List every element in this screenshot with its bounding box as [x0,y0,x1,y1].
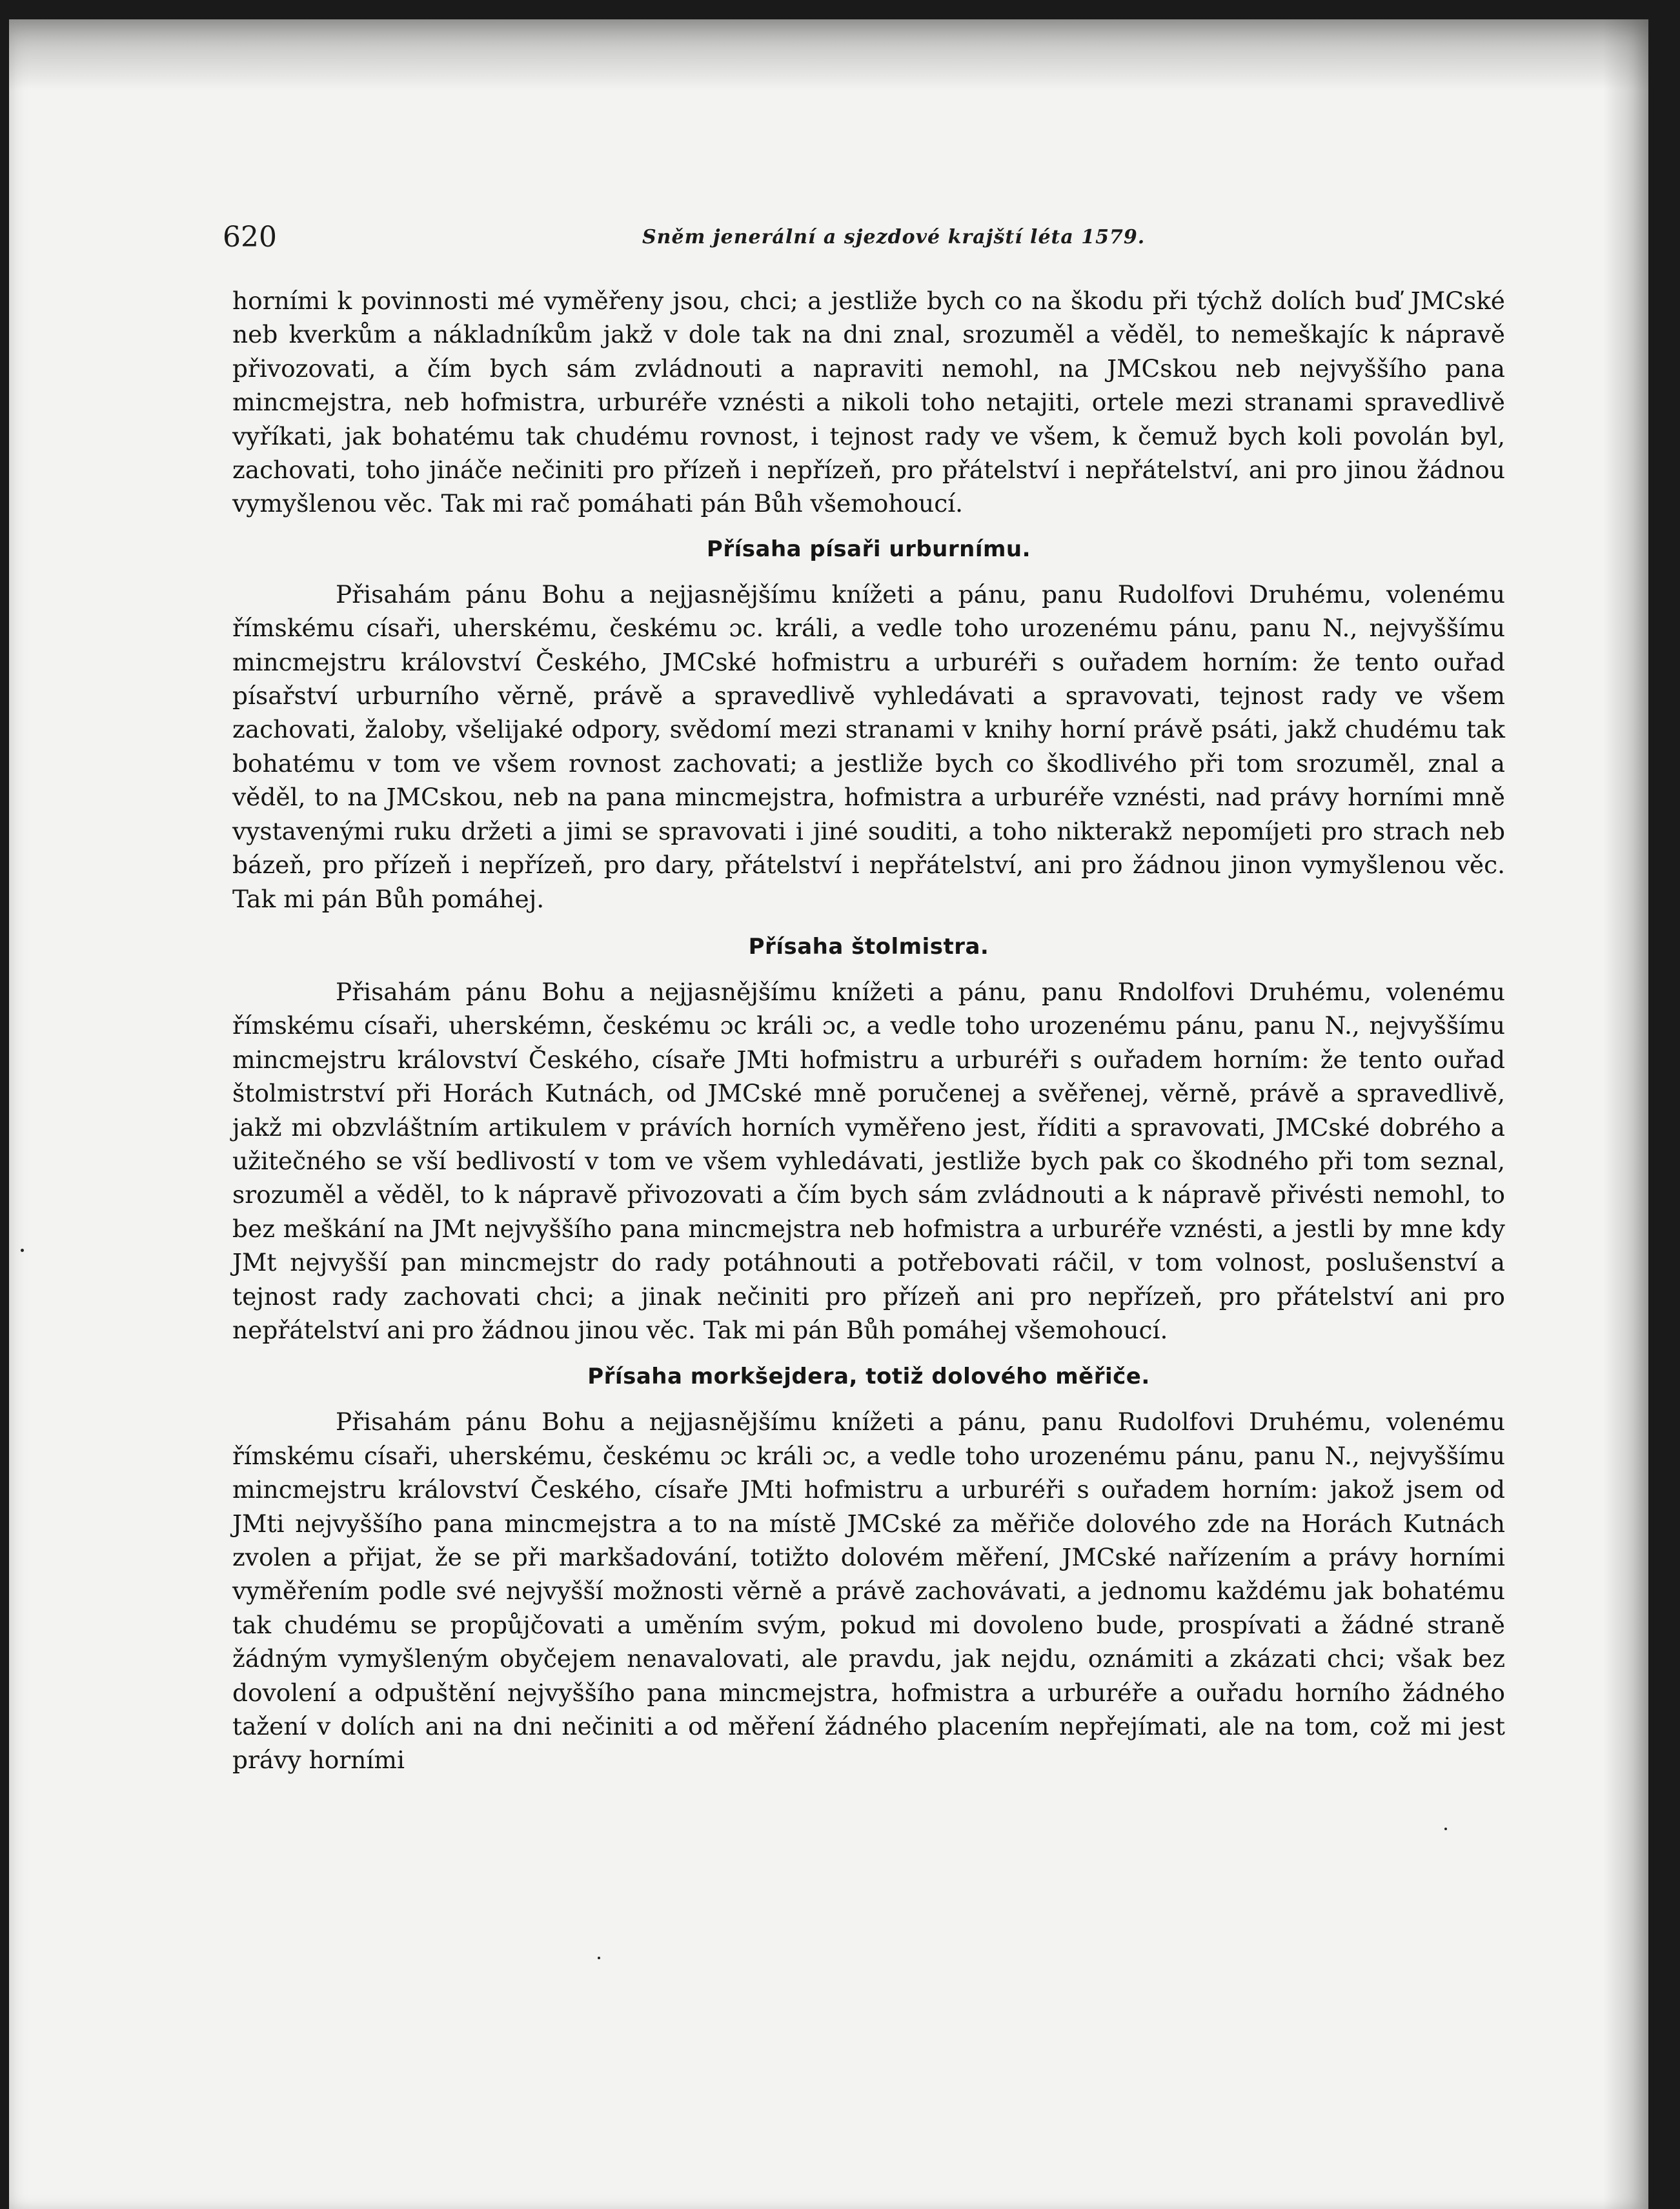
section-heading-stolmistr: Přísaha štolmistra. [748,933,989,960]
section-heading-morksejder: Přísaha morkšejdera, totiž dolového měřiče. [587,1364,1150,1390]
scan-speck [21,1249,24,1252]
running-head [223,218,1513,257]
scan-speck [1444,1828,1447,1830]
paragraph-oath-pisar: Přisahám pánu Bohu a nejjasnějšímu knížeti a pánu, panu Rudolfovi Druhému, volenému římskému císaři, uherskému, českému ɔc. králi, a vedle toho urozenému pánu, panu N., nejvyššímu mincmejstru království Českého, JMCské hofmistru a urburéři s ouřadem horním: že tento ouřad písařství urburního věrně, právě a spravedlivě vyhledávati a spravovati, tejnost rady ve všem zachovati, žaloby, všelijaké odpory, svědomí mezi stranami v knihy horní právě psáti, jakž chudému tak bohatému v tom ve všem rovnost zachovati; a jestliže bych co škodlivého při tom srozuměl, znal a věděl, to na JMCskou, neb na pana mincmejstra, hofmistra a urburéře vznésti, nad právy horními mně vystavenými ruku držeti a jimi se spravovati i jiné souditi, a toho nikterakž nepomíjeti pro strach neb bázeň, pro přízeň i nepřízeň, pro dary, přátelství i nepřátelství, ani pro žádnou jinon vymyšlenou věc. Tak mi pán Bůh pomáhej. [232,580,1505,913]
text-column [232,284,1505,1777]
page-right-shadow [1603,19,1648,2209]
page-top-shadow [9,19,1648,90]
running-head-title: Sněm jenerální a sjezdové krajští léta 1579. [642,226,1146,248]
page-number: 620 [223,221,277,254]
paragraph-oath-stolmistr: Přisahám pánu Bohu a nejjasnějšímu knížeti a pánu, panu Rndolfovi Druhému, volenému římskému císaři, uherskémn, českému ɔc králi ɔc, a vedle toho urozenému pánu, panu N., nejvyššímu mincmejstru království Českého, císaře JMti hofmistru a urburéři s ouřadem horním: že tento ouřad štolmistrství při Horách Kutnách, od JMCské mně poručenej a svěřenej, věrně, právě a spravedlivě, jakž mi obzvláštním artikulem v právích horních vyměřeno jest, říditi a spravovati, JMCské dobrého a užitečného se vší bedlivostí v tom ve všem vyhledávati, jestliže bych pak co škodného při tom seznal, srozuměl a věděl, to k nápravě přivozovati a čím bych sám zvládnouti a k nápravě přivésti nemohl, to bez meškání na JMt nejvyššího pana mincmejstra neb hofmistra a urburéře vznésti, a jestli by mne kdy JMt nejvyšší pan mincmejstr do rady potáhnouti a potřebovati ráčil, v tom volnost, poslušenství a tejnost rady zachovati chci; a jinak nečiniti pro přízeň ani pro nepřízeň, pro přátelství ani pro nepřátelství ani pro žádnou jinou věc. Tak mi pán Bůh pomáhej všemohoucí. [232,977,1505,1344]
section-heading-pisar: Přísaha písaři urburnímu. [706,536,1031,562]
paragraph-oath-morksejder: Přisahám pánu Bohu a nejjasnějšímu knížeti a pánu, panu Rudolfovi Druhému, volenému římskému císaři, uherskému, českému ɔc králi ɔc, a vedle toho urozenému pánu, panu N., nejvyššímu mincmejstru království Českého, císaře JMti hofmistru a urburéři s ouřadem horním: jakož jsem od JMti nejvyššího pana mincmejstra a to na místě JMCské za měřiče dolového zde na Horách Kutnách zvolen a přijat, že se při markšadování, totižto dolovém měření, JMCské nařízením a právy horními vyměřením podle své nejvyšší možnosti věrně a právě zachovávati, a jednomu každému jak bohatému tak chudému se propůjčovati a uměním svým, pokud mi dovoleno bude, prospívati a žádné straně žádným vymyšleným obyčejem nenavalovati, ale pravdu, jak nejdu, oznámiti a zkázati chci; však bez dovolení a odpuštění nejvyššího pana mincmejstra, hofmistra a urburéře a ouřadu horního žádného tažení v dolích ani na dni nečiniti a od měření žádného placením nepřejímati, ale na tom, což mi jest právy horními [232,1407,1505,1775]
paragraph-continuation: horními k povinnosti mé vyměřeny jsou, chci; a jestliže bych co na škodu při týchž dolích buď JMCské neb kverkům a nákladníkům jakž v dole tak na dni znal, srozuměl a věděl, to nemeškajíc k nápravě přivozovati, a čím bych sám zvládnouti a napraviti nemohl, na JMCskou neb nejvyššího pana mincmejstra, neb hofmistra, urburéře vznésti a nikoli toho netajiti, ortele mezi stranami spravedlivě vyříkati, jak bohatému tak chudému rovnost, i tejnost rady ve všem, k čemuž bych koli povolán byl, zachovati, toho jináče nečiniti pro přízeň i nepřízeň, pro přátelství i nepřátelství, ani pro jinou žádnou vymyšlenou věc. Tak mi rač pomáhati pán Bůh všemohoucí. [232,287,1505,518]
scan-speck [598,1957,600,1959]
